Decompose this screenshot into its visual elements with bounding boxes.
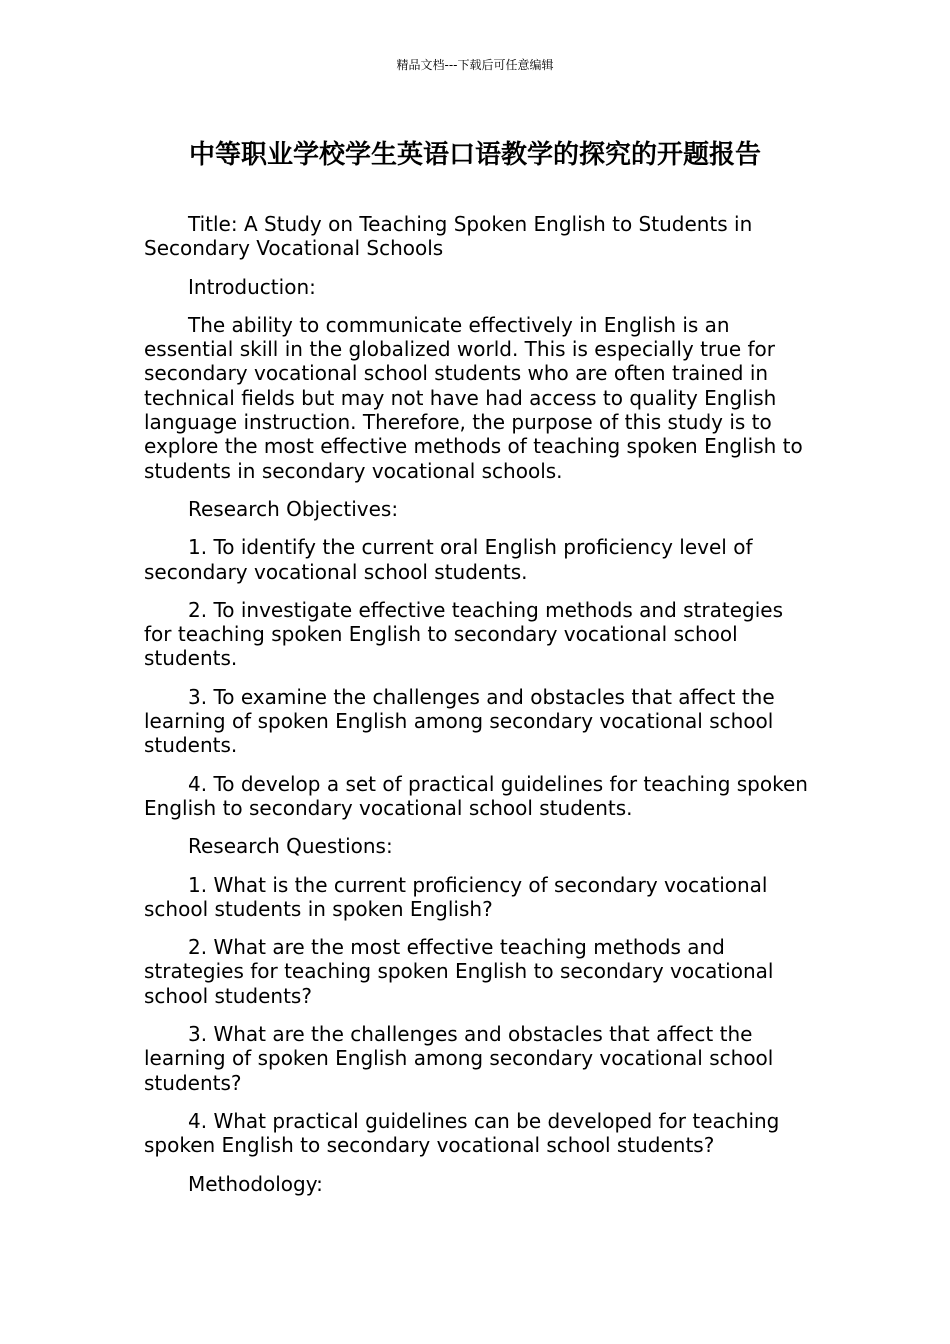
question-item: 3. What are the challenges and obstacles that affect the learning of spoken English among secondary vocational school students? — [144, 1022, 774, 1095]
heading-methodology: Methodology: — [188, 1171, 323, 1196]
heading-introduction: Introduction: — [188, 274, 316, 299]
question-item: 1. What is the current proficiency of secondary vocational school students in spoken English? — [144, 872, 768, 921]
objective-item: 3. To examine the challenges and obstacles that affect the learning of spoken English among secondary vocational school students. — [144, 684, 775, 758]
document-body — [144, 212, 808, 1210]
document-title: 中等职业学校学生英语口语教学的探究的开题报告 — [188, 140, 761, 170]
paragraph-introduction: The ability to communicate effectively in English is an essential skill in the globalized world. This is especially true for secondary vocational school students who are often trained in technical fields but may not have had access to quality English language instruction. Therefore, the purpose of this study is to explore the most effective methods of teaching spoken English to students in secondary vocational schools. — [144, 312, 803, 483]
question-item: 4. What practical guidelines can be developed for teaching spoken English to secondary vocational school students? — [144, 1108, 780, 1158]
objective-item: 2. To investigate effective teaching methods and strategies for teaching spoken English to secondary vocational school students. — [144, 597, 783, 671]
header-note: 精品文档---下载后可任意编辑 — [396, 58, 554, 72]
objective-item: 4. To develop a set of practical guidelines for teaching spoken English to secondary vocational school students. — [144, 771, 808, 820]
objective-item: 1. To identify the current oral English proficiency level of secondary vocational school students. — [144, 535, 753, 584]
paragraph-report-title: Title: A Study on Teaching Spoken English to Students in Secondary Vocational Schools — [144, 212, 753, 261]
question-item: 2. What are the most effective teaching methods and strategies for teaching spoken English to secondary vocational school students? — [144, 935, 774, 1008]
heading-research-questions: Research Questions: — [188, 834, 393, 859]
heading-research-objectives: Research Objectives: — [188, 496, 399, 521]
